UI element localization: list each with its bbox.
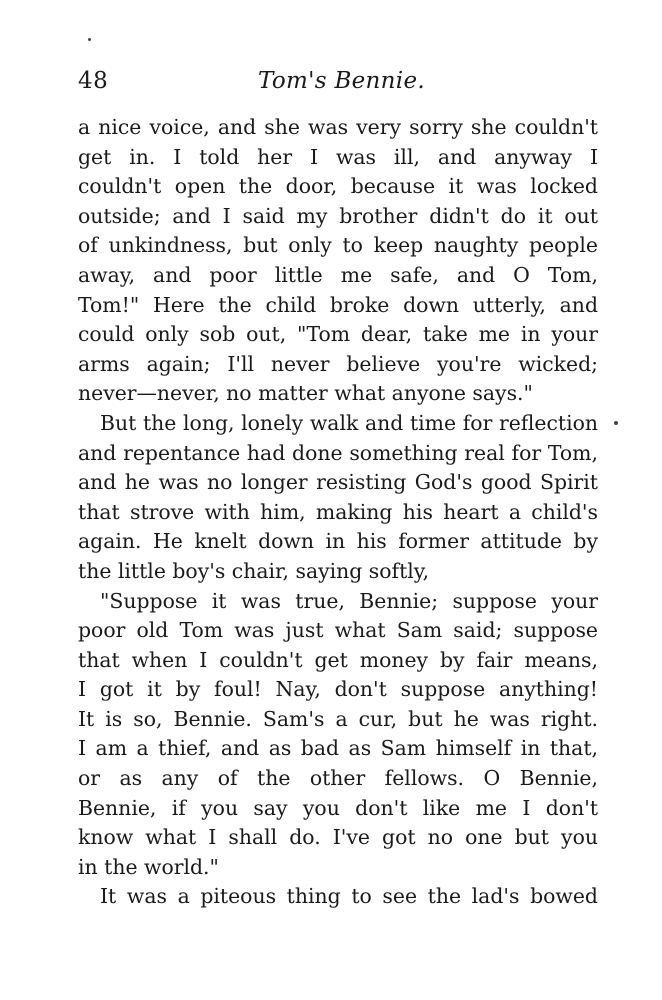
running-title: Tom's Bennie.	[258, 68, 425, 94]
text-line: But the long, lonely walk and time for reflection	[100, 410, 598, 435]
text-line: away, and poor little me safe, and O Tom,	[78, 262, 598, 287]
text-line: in the world."	[78, 854, 219, 879]
text-line: that when I couldn't get money by fair means,	[78, 647, 598, 672]
print-speck	[88, 38, 91, 41]
text-line: poor old Tom was just what Sam said; suppose	[78, 618, 598, 643]
text-line: Bennie, if you say you don't like me I don't	[78, 795, 598, 820]
text-line: Tom!" Here the child broke down utterly, and	[78, 292, 598, 317]
text-line: or as any of the other fellows. O Bennie,	[78, 766, 598, 791]
text-line: the little boy's chair, saying softly,	[78, 558, 430, 583]
text-line: couldn't open the door, because it was locked	[78, 174, 598, 199]
text-line: It is so, Bennie. Sam's a cur, but he was right.	[78, 706, 598, 731]
body-text	[78, 113, 598, 912]
text-line: know what I shall do. I've got no one but you	[78, 825, 598, 850]
text-line: and he was no longer resisting God's good Spirit	[78, 470, 598, 495]
print-speck	[614, 421, 618, 425]
text-line: that strove with him, making his heart a child's	[78, 499, 598, 524]
text-line: "Suppose it was true, Bennie; suppose your	[100, 588, 598, 613]
text-line: I am a thief, and as bad as Sam himself in that,	[78, 736, 598, 761]
text-line: arms again; I'll never believe you're wicked;	[78, 351, 598, 376]
text-line: never—never, no matter what anyone says."	[78, 381, 533, 406]
text-line: It was a piteous thing to see the lad's bowed	[100, 884, 598, 909]
text-line: outside; and I said my brother didn't do it out	[78, 203, 598, 228]
text-line: I got it by foul! Nay, don't suppose anything!	[78, 677, 598, 702]
page-header	[78, 68, 598, 104]
text-line: could only sob out, "Tom dear, take me in your	[78, 322, 598, 347]
text-line: a nice voice, and she was very sorry she couldn't	[78, 115, 598, 139]
text-line: again. He knelt down in his former attitude by	[78, 529, 598, 554]
page-number: 48	[78, 68, 109, 94]
text-line: of unkindness, but only to keep naughty people	[78, 233, 598, 258]
text-line: and repentance had done something real for Tom,	[78, 440, 598, 465]
text-line: get in. I told her I was ill, and anyway I	[78, 144, 598, 169]
